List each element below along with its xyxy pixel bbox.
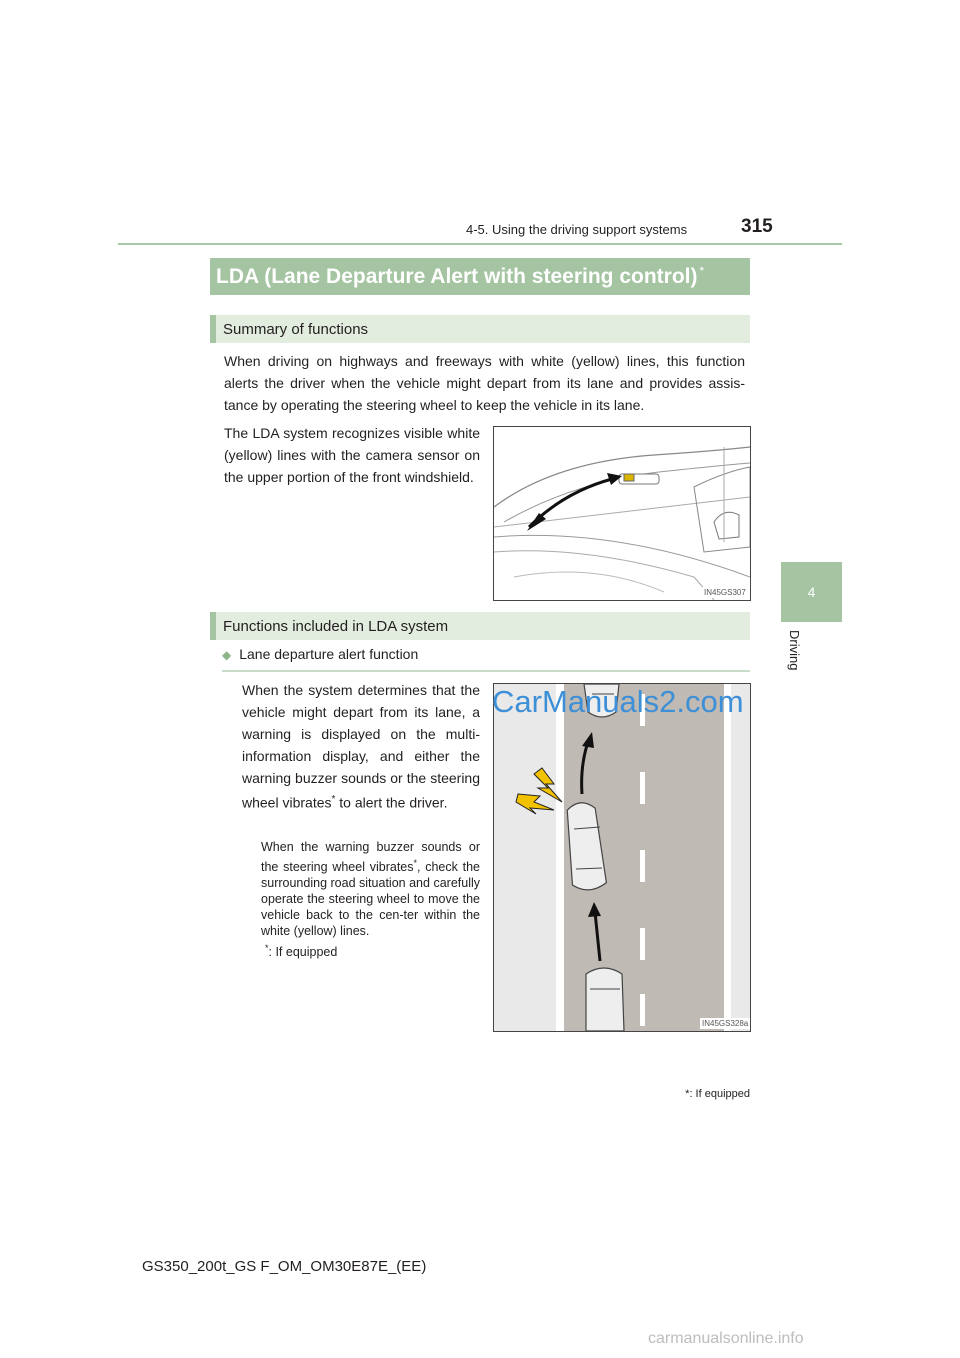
asterisk-mark: * <box>685 1088 690 1100</box>
diamond-icon: ◆ <box>222 648 232 662</box>
chapter-number: 4 <box>807 584 816 600</box>
page-footnote: *: If equipped <box>685 1088 750 1100</box>
figure-code-windshield: IN45GS307 <box>704 588 746 597</box>
figure-code-lane: IN45GS328a <box>702 1019 749 1028</box>
section-heading-summary: Summary of functions <box>210 315 750 343</box>
document-id: GS350_200t_GS F_OM_OM30E87E_(EE) <box>142 1258 427 1275</box>
page-title: LDA (Lane Departure Alert with steering control) * <box>210 258 750 295</box>
summary-intro: When driving on highways and freeways with white (yellow) lines, this function alerts the driver when the vehicle might depart from its lane and provides assis-tance by operating the steering wheel to keep the vehicle in its lane. <box>224 353 745 413</box>
page-number: 315 <box>741 216 773 237</box>
header-rule <box>118 243 842 245</box>
camera-description: The LDA system recognizes visible white (yellow) lines with the camera sensor on the upper portion of the front windshield. <box>224 425 480 485</box>
subsection-heading-lane-departure: ◆ Lane departure alert function <box>222 646 750 672</box>
section-heading-functions: Functions included in LDA system <box>210 612 750 640</box>
running-header-section: 4-5. Using the driving support systems <box>466 222 688 237</box>
watermark-carmanuals2: CarManuals2.com <box>492 684 744 719</box>
note-footnote: *: If equipped <box>265 943 338 960</box>
road-illustration <box>494 684 750 1031</box>
lane-departure-description: When the system determines that the vehicle might depart from its lane, a warning is displayed on the multi-information display, and either the warning buzzer sounds or the steering wheel vibrates* to alert the driver. <box>242 682 480 811</box>
lane-departure-figure <box>493 683 751 1032</box>
chapter-tab[interactable] <box>781 562 842 622</box>
watermark-carmanualsonline: carmanualsonline.info <box>648 1330 804 1347</box>
chapter-label: Driving <box>787 630 802 671</box>
car-interior-illustration <box>494 427 750 600</box>
windshield-camera-figure <box>493 426 751 601</box>
equipped-mark: * <box>699 263 705 278</box>
caution-note: When the warning buzzer sounds or the steering wheel vibrates*, check the surrounding road situation and carefully operate the steering wheel to move the vehicle back to the cen-ter within the white (yellow) lines. <box>261 840 480 939</box>
